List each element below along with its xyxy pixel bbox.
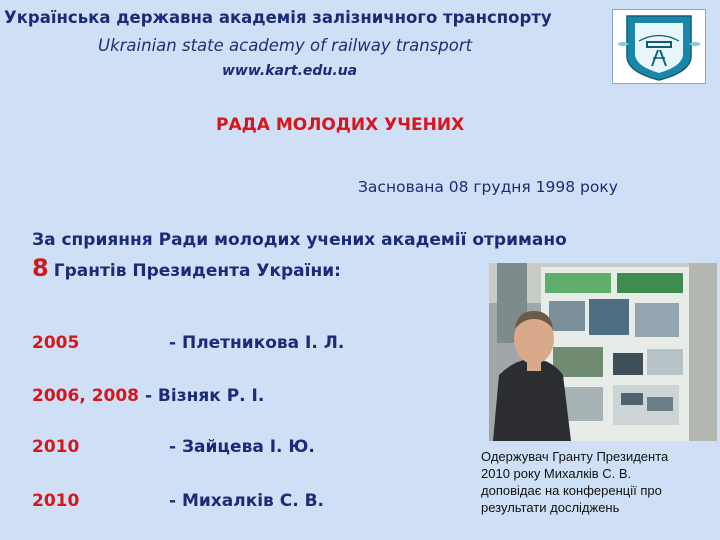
grant-row	[32, 491, 325, 511]
caption-line: Одержувач Гранту Президента	[481, 449, 669, 464]
grants-heading	[32, 254, 341, 282]
grant-year: 2006, 2008	[32, 386, 140, 406]
grant-year: 2005	[32, 333, 80, 353]
grant-year: 2010	[32, 491, 80, 511]
grant-row	[32, 333, 345, 353]
grants-heading-text: Грантів Президента України:	[53, 261, 341, 281]
grant-recipient: - Зайцева І. Ю.	[169, 437, 315, 457]
grant-count: 8	[32, 254, 49, 282]
academy-website-link[interactable]: www.kart.edu.ua	[222, 63, 358, 79]
academy-name-ukrainian: Українська державна академія залізничного транспорту	[4, 8, 552, 27]
caption-line: доповідає на конференції про	[481, 483, 662, 498]
academy-name-english: Ukrainian state academy of railway transport	[98, 36, 473, 55]
academy-emblem-icon	[613, 10, 705, 83]
caption-line: 2010 року Михалків С. В.	[481, 466, 632, 481]
grant-recipient: - Візняк Р. І.	[144, 386, 265, 406]
founded-date: Заснована 08 грудня 1998 року	[358, 178, 618, 196]
grant-year: 2010	[32, 437, 80, 457]
conference-photo	[489, 263, 717, 441]
grant-recipient: - Михалків С. В.	[169, 491, 325, 511]
council-title: РАДА МОЛОДИХ УЧЕНИХ	[216, 115, 465, 135]
grant-recipient: - Плетникова І. Л.	[169, 333, 345, 353]
caption-line: результати досліджень	[481, 500, 620, 515]
photo-caption	[481, 448, 717, 516]
grant-row	[32, 437, 315, 457]
intro-text: За сприяння Ради молодих учених академії отримано	[32, 230, 567, 250]
grant-row	[32, 386, 264, 406]
academy-logo	[612, 9, 706, 84]
